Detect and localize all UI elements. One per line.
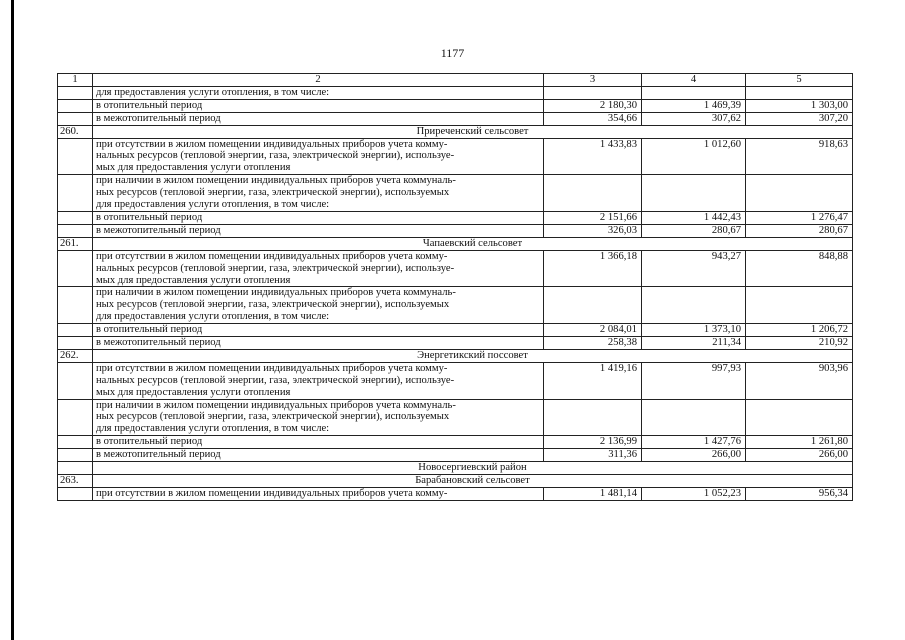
tariff-table — [57, 73, 853, 501]
value-col4-cell: 997,93 — [642, 362, 746, 399]
value-col3-cell: 311,36 — [544, 449, 642, 462]
value-col5-cell — [746, 399, 853, 436]
row-number-cell — [58, 86, 93, 99]
section-number-cell: 261. — [58, 237, 93, 250]
table-row — [58, 287, 853, 324]
table-row — [58, 399, 853, 436]
column-header-1: 1 — [58, 74, 93, 87]
settlement-title-cell: Барабановский сельсовет — [93, 475, 853, 488]
row-description-cell: в отопительный период — [93, 99, 544, 112]
value-col5-cell — [746, 287, 853, 324]
row-description-cell: в межотопительный период — [93, 112, 544, 125]
row-number-cell — [58, 112, 93, 125]
table-row — [58, 337, 853, 350]
value-col3-cell: 2 151,66 — [544, 211, 642, 224]
settlement-header-row — [58, 349, 853, 362]
row-number-cell — [58, 224, 93, 237]
value-col4-cell — [642, 287, 746, 324]
row-description-cell: в межотопительный период — [93, 449, 544, 462]
value-col5-cell: 280,67 — [746, 224, 853, 237]
value-col5-cell: 307,20 — [746, 112, 853, 125]
row-description-cell: при отсутствии в жилом помещении индивидуальных приборов учета комму- нальных ресурсов (тепловой энергии, газа, электрической энергии), используе- мых для предоставления услуги отопления — [93, 362, 544, 399]
row-description-cell: для предоставления услуги отопления, в том числе: — [93, 86, 544, 99]
row-number-cell — [58, 99, 93, 112]
value-col3-cell: 2 136,99 — [544, 436, 642, 449]
row-number-cell — [58, 211, 93, 224]
page-number: 1177 — [440, 46, 465, 60]
row-description-cell: при отсутствии в жилом помещении индивидуальных приборов учета комму- — [93, 487, 544, 500]
value-col3-cell — [544, 86, 642, 99]
value-col4-cell: 1 427,76 — [642, 436, 746, 449]
settlement-title-cell: Энергетикский поссовет — [93, 349, 853, 362]
value-col3-cell: 326,03 — [544, 224, 642, 237]
value-col3-cell: 354,66 — [544, 112, 642, 125]
table-row — [58, 86, 853, 99]
value-col4-cell — [642, 175, 746, 212]
value-col4-cell: 211,34 — [642, 337, 746, 350]
row-number-cell — [58, 399, 93, 436]
district-header-row — [58, 462, 853, 475]
value-col3-cell: 1 419,16 — [544, 362, 642, 399]
table-row — [58, 99, 853, 112]
table-row — [58, 436, 853, 449]
row-description-cell: при наличии в жилом помещении индивидуальных приборов учета коммуналь- ных ресурсов (тепловой энергии, газа, электрической энергии), используемых для предоставления услуги отопления, в том числе: — [93, 399, 544, 436]
value-col5-cell — [746, 175, 853, 212]
value-col3-cell — [544, 287, 642, 324]
value-col4-cell: 266,00 — [642, 449, 746, 462]
value-col4-cell — [642, 86, 746, 99]
section-number-cell: 262. — [58, 349, 93, 362]
row-description-cell: в отопительный период — [93, 211, 544, 224]
value-col5-cell: 918,63 — [746, 138, 853, 175]
row-description-cell: в межотопительный период — [93, 224, 544, 237]
row-number-cell — [58, 287, 93, 324]
scan-edge-line — [11, 0, 14, 640]
settlement-header-row — [58, 125, 853, 138]
row-number-cell — [58, 436, 93, 449]
settlement-header-row — [58, 237, 853, 250]
value-col3-cell: 2 180,30 — [544, 99, 642, 112]
value-col4-cell: 1 373,10 — [642, 324, 746, 337]
table-row — [58, 362, 853, 399]
value-col5-cell: 1 206,72 — [746, 324, 853, 337]
table-row — [58, 211, 853, 224]
row-number-cell — [58, 138, 93, 175]
column-header-3: 3 — [544, 74, 642, 87]
section-number-cell: 260. — [58, 125, 93, 138]
section-number-cell: 263. — [58, 475, 93, 488]
value-col4-cell: 943,27 — [642, 250, 746, 287]
table-row — [58, 138, 853, 175]
row-number-cell — [58, 362, 93, 399]
table-row — [58, 250, 853, 287]
row-number-cell — [58, 449, 93, 462]
value-col4-cell: 307,62 — [642, 112, 746, 125]
value-col5-cell: 210,92 — [746, 337, 853, 350]
value-col5-cell: 266,00 — [746, 449, 853, 462]
settlement-title-cell: Приреченский сельсовет — [93, 125, 853, 138]
column-header-2: 2 — [93, 74, 544, 87]
value-col4-cell: 1 469,39 — [642, 99, 746, 112]
settlement-title-cell: Чапаевский сельсовет — [93, 237, 853, 250]
row-description-cell: при отсутствии в жилом помещении индивидуальных приборов учета комму- нальных ресурсов (тепловой энергии, газа, электрической энергии), используе- мых для предоставления услуги отопления — [93, 250, 544, 287]
table-row — [58, 449, 853, 462]
row-description-cell: в отопительный период — [93, 324, 544, 337]
table-row — [58, 324, 853, 337]
value-col4-cell — [642, 399, 746, 436]
table-row — [58, 487, 853, 500]
value-col5-cell: 1 276,47 — [746, 211, 853, 224]
value-col3-cell: 1 481,14 — [544, 487, 642, 500]
value-col4-cell: 1 442,43 — [642, 211, 746, 224]
row-number-cell — [58, 487, 93, 500]
row-description-cell: при наличии в жилом помещении индивидуальных приборов учета коммуналь- ных ресурсов (тепловой энергии, газа, электрической энергии), используемых для предоставления услуги отопления, в том числе: — [93, 175, 544, 212]
row-description-cell: при отсутствии в жилом помещении индивидуальных приборов учета комму- нальных ресурсов (тепловой энергии, газа, электрической энергии), используе- мых для предоставления услуги отопления — [93, 138, 544, 175]
table-row — [58, 224, 853, 237]
table-row — [58, 112, 853, 125]
value-col4-cell: 1 052,23 — [642, 487, 746, 500]
value-col4-cell: 1 012,60 — [642, 138, 746, 175]
row-description-cell: в отопительный период — [93, 436, 544, 449]
column-header-4: 4 — [642, 74, 746, 87]
row-description-cell: в межотопительный период — [93, 337, 544, 350]
value-col5-cell: 903,96 — [746, 362, 853, 399]
value-col5-cell — [746, 86, 853, 99]
value-col3-cell: 1 366,18 — [544, 250, 642, 287]
section-number-cell — [58, 462, 93, 475]
column-header-5: 5 — [746, 74, 853, 87]
table-row — [58, 175, 853, 212]
value-col4-cell: 280,67 — [642, 224, 746, 237]
value-col5-cell: 956,34 — [746, 487, 853, 500]
row-number-cell — [58, 250, 93, 287]
row-number-cell — [58, 175, 93, 212]
value-col3-cell: 258,38 — [544, 337, 642, 350]
value-col5-cell: 848,88 — [746, 250, 853, 287]
column-number-header-row — [58, 74, 853, 87]
row-number-cell — [58, 324, 93, 337]
value-col3-cell: 2 084,01 — [544, 324, 642, 337]
district-title-cell: Новосергиевский район — [93, 462, 853, 475]
row-number-cell — [58, 337, 93, 350]
value-col5-cell: 1 303,00 — [746, 99, 853, 112]
value-col3-cell — [544, 175, 642, 212]
value-col5-cell: 1 261,80 — [746, 436, 853, 449]
table-body — [58, 86, 853, 500]
value-col3-cell: 1 433,83 — [544, 138, 642, 175]
value-col3-cell — [544, 399, 642, 436]
settlement-header-row — [58, 475, 853, 488]
row-description-cell: при наличии в жилом помещении индивидуальных приборов учета коммуналь- ных ресурсов (тепловой энергии, газа, электрической энергии), используемых для предоставления услуги отопления, в том числе: — [93, 287, 544, 324]
